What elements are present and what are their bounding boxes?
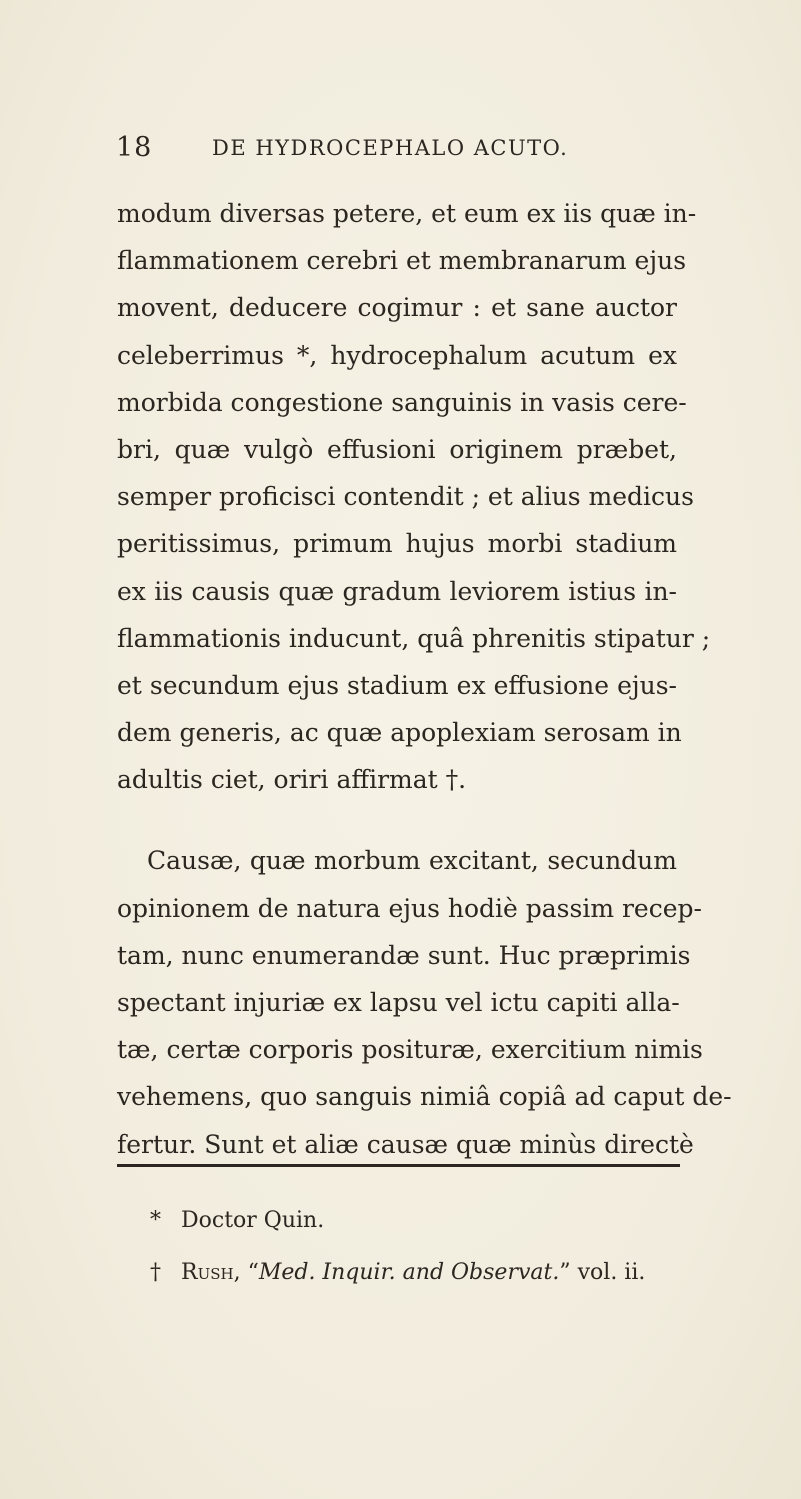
text-line: flammationis inducunt, quâ phrenitis stipatur ; bbox=[117, 623, 711, 653]
footnote-mark: * bbox=[150, 1208, 161, 1233]
footnote-rule bbox=[117, 1164, 680, 1167]
footnotes bbox=[150, 1206, 710, 1310]
footnote-rest: vol. ii. bbox=[570, 1260, 646, 1285]
footnote-open-quote: “ bbox=[247, 1260, 259, 1285]
text-line: flammationem cerebri et membranarum ejus bbox=[117, 246, 687, 276]
text-line: movent, deducere cogimur : et sane auctor bbox=[117, 293, 677, 323]
text-line: adultis ciet, oriri affirmat †. bbox=[117, 765, 467, 795]
footnote-mark: † bbox=[150, 1260, 161, 1285]
text-line: peritissimus, primum hujus morbi stadium bbox=[117, 529, 677, 559]
text-line: bri, quæ vulgò effusioni originem præbet, bbox=[117, 434, 677, 464]
paragraph-2 bbox=[117, 837, 732, 1167]
footnote-1 bbox=[150, 1206, 710, 1236]
text-line: tam, nunc enumerandæ sunt. Huc præprimis bbox=[117, 940, 691, 970]
text-line: dem generis, ac quæ apoplexiam serosam in bbox=[117, 718, 682, 748]
footnote-2 bbox=[150, 1258, 710, 1288]
text-line: tæ, certæ corporis posituræ, exercitium nimis bbox=[117, 1035, 703, 1065]
text-line: Causæ, quæ morbum excitant, secundum bbox=[147, 846, 677, 876]
paragraph-1 bbox=[117, 190, 711, 803]
text-line: modum diversas petere, et eum ex iis quæ in- bbox=[117, 199, 697, 228]
footnote-text: Doctor Quin. bbox=[181, 1208, 325, 1233]
footnote-author: Rush, bbox=[181, 1260, 241, 1285]
text-line: celeberrimus *, hydrocephalum acutum ex bbox=[117, 340, 677, 370]
page-number: 18 bbox=[116, 132, 153, 163]
text-line: semper proficisci contendit ; et alius medicus bbox=[117, 482, 694, 512]
text-line: morbida congestione sanguinis in vasis cere- bbox=[117, 387, 687, 417]
footnote-title: Med. Inquir. and Observat. bbox=[258, 1260, 560, 1285]
text-line: ex iis causis quæ gradum leviorem istius in- bbox=[117, 576, 677, 606]
body-text bbox=[117, 190, 732, 1168]
page-header bbox=[0, 128, 801, 168]
text-line: spectant injuriæ ex lapsu vel ictu capiti alla- bbox=[117, 988, 680, 1017]
footnote-close-quote: ” bbox=[559, 1260, 571, 1285]
text-line: fertur. Sunt et aliæ causæ quæ minùs directè bbox=[117, 1129, 694, 1159]
text-line: opinionem de natura ejus hodiè passim recep- bbox=[117, 893, 702, 923]
running-title: DE HYDROCEPHALO ACUTO. bbox=[212, 136, 569, 160]
text-line: vehemens, quo sanguis nimiâ copiâ ad caput de- bbox=[117, 1082, 732, 1112]
text-line: et secundum ejus stadium ex effusione ejus- bbox=[117, 670, 677, 700]
